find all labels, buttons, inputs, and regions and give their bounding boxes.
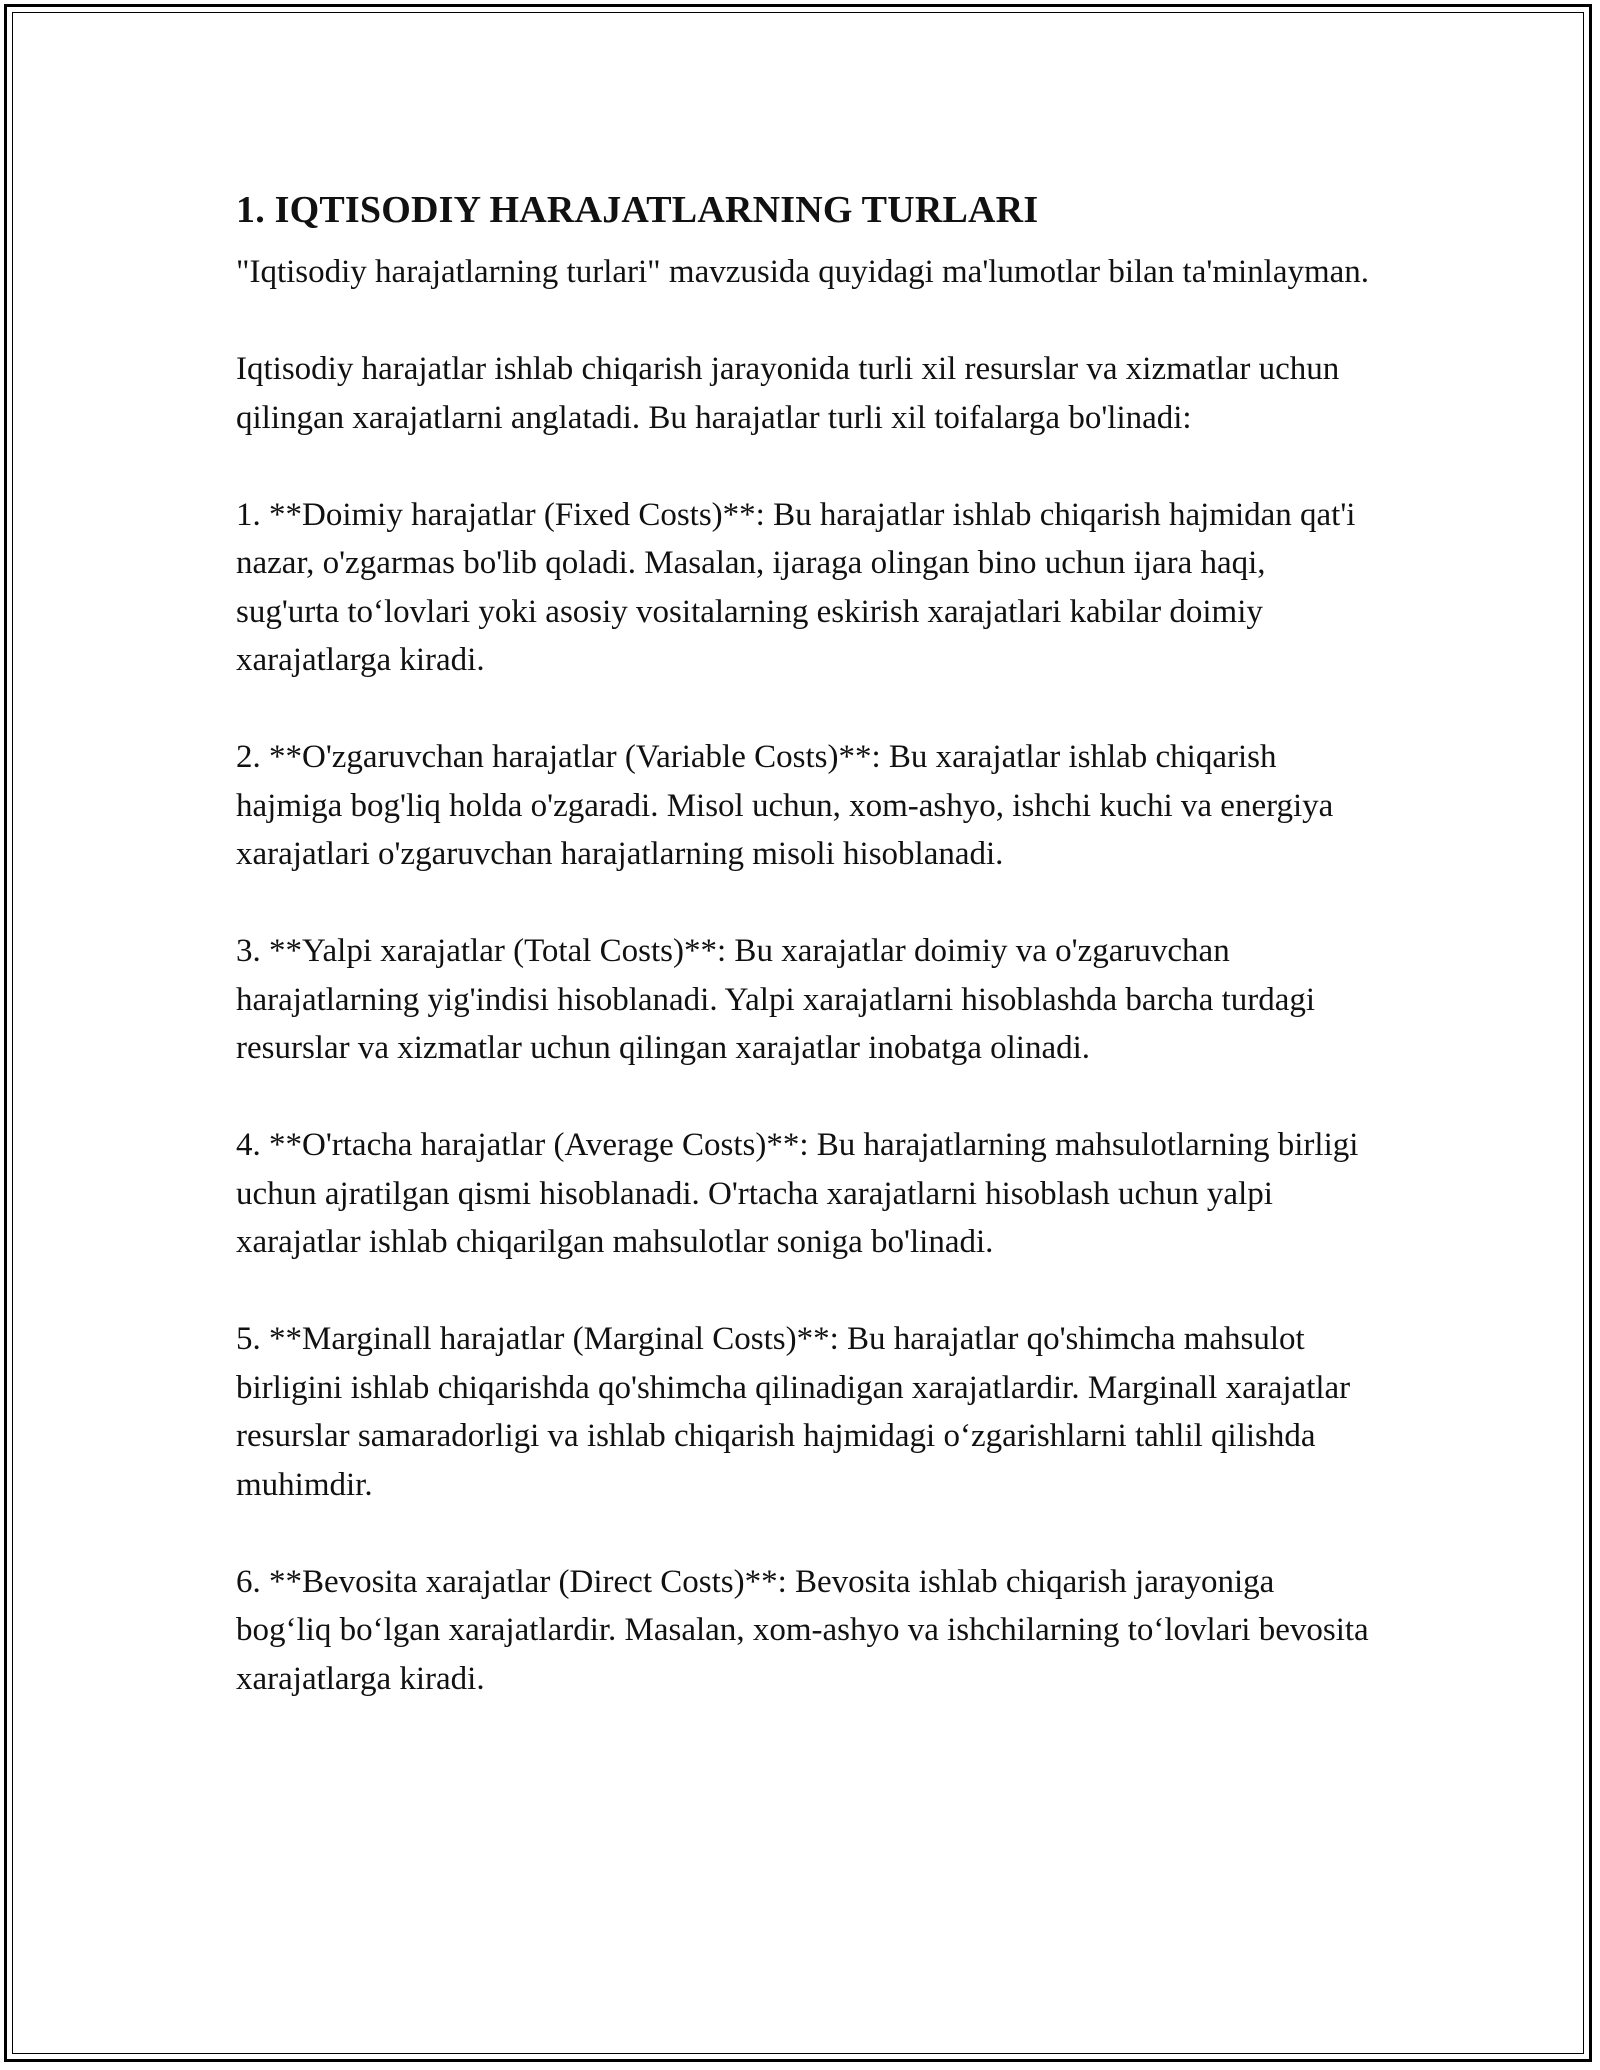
list-item-variable-costs: 2. **O'zgaruvchan harajatlar (Variable Costs)**: Bu xarajatlar ishlab chiqarish hajmiga bog'liq holda o'zgaradi. Misol uchun, xom-ashyo, ishchi kuchi va energiya xarajatlari o'zgaruvchan harajatlarning misoli hisoblanadi. bbox=[236, 739, 1334, 872]
list-item-total-costs: 3. **Yalpi xarajatlar (Total Costs)**: Bu xarajatlar doimiy va o'zgaruvchan harajatlarning yig'indisi hisoblanadi. Yalpi xarajatlarni hisoblashda barcha turdagi resurslar va xizmatlar uchun qilingan xarajatlar inobatga olinadi. bbox=[236, 933, 1316, 1066]
definition-paragraph: Iqtisodiy harajatlar ishlab chiqarish jarayonida turli xil resurslar va xizmatlar uchun qilingan xarajatlarni anglatadi. Bu harajatlar turli xil toifalarga bo'linadi: bbox=[236, 351, 1340, 436]
intro-paragraph: "Iqtisodiy harajatlarning turlari" mavzusida quyidagi ma'lumotlar bilan ta'minlayman. bbox=[236, 254, 1370, 290]
page-title: 1. IQTISODIY HARAJATLARNING TURLARI bbox=[236, 189, 1039, 231]
list-item-average-costs: 4. **O'rtacha harajatlar (Average Costs)**: Bu harajatlarning mahsulotlarning birligi uchun ajratilgan qismi hisoblanadi. O'rtacha xarajatlarni hisoblash uchun yalpi xarajatlar ishlab chiqarilgan mahsulotlar soniga bo'linadi. bbox=[236, 1127, 1359, 1260]
list-item-direct-costs: 6. **Bevosita xarajatlar (Direct Costs)**: Bevosita ishlab chiqarish jarayoniga bog‘liq bo‘lgan xarajatlardir. Masalan, xom-ashyo va ishchilarning to‘lovlari bevosita xarajatlarga kiradi. bbox=[236, 1563, 1369, 1697]
document-body bbox=[236, 186, 1376, 1752]
list-item-fixed-costs: 1. **Doimiy harajatlar (Fixed Costs)**: Bu harajatlar ishlab chiqarish hajmidan qat'i nazar, o'zgarmas bo'lib qoladi. Masalan, ijaraga olingan bino uchun ijara haqi, sug'urta to‘lovlari yoki asosiy vositalarning eskirish xarajatlari kabilar doimiy xarajatlarga kiradi. bbox=[236, 496, 1356, 678]
list-item-marginal-costs: 5. **Marginall harajatlar (Marginal Costs)**: Bu harajatlar qo'shimcha mahsulot birligini ishlab chiqarishda qo'shimcha qilinadigan xarajatlardir. Marginall xarajatlar resurslar samaradorligi va ishlab chiqarish hajmidagi o‘zgarishlarni tahlil qilishda muhimdir. bbox=[236, 1321, 1351, 1503]
